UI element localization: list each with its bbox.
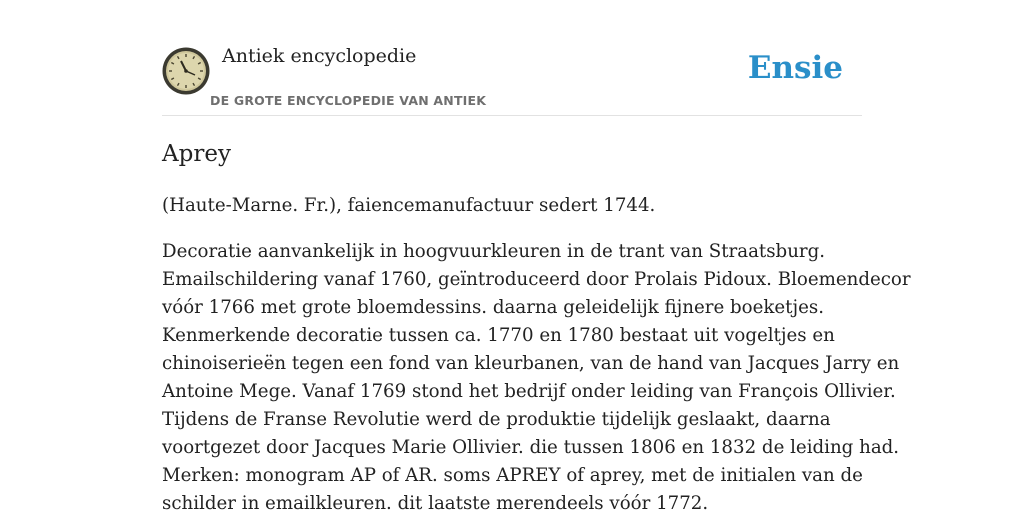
body-line: schilder in emailkleuren. dit laatste merendeels vóór 1772. bbox=[162, 493, 709, 512]
site-header bbox=[162, 0, 862, 116]
ensie-brand-link[interactable]: Ensie bbox=[747, 50, 843, 86]
clock-icon[interactable] bbox=[162, 47, 210, 95]
body-line: Antoine Mege. Vanaf 1769 stond het bedrijf onder leiding van François Ollivier. bbox=[162, 381, 896, 402]
article bbox=[162, 138, 911, 512]
body-line: chinoiserieën tegen een fond van kleurbanen, van de hand van Jacques Jarry en bbox=[162, 353, 900, 374]
body-line: Kenmerkende decoratie tussen ca. 1770 en 1780 bestaat uit vogeltjes en bbox=[162, 325, 835, 346]
article-body bbox=[162, 238, 911, 512]
body-line: Decoratie aanvankelijk in hoogvuurkleuren in de trant van Straatsburg. bbox=[162, 241, 826, 262]
body-line: voortgezet door Jacques Marie Ollivier. die tussen 1806 en 1832 de leiding had. bbox=[162, 437, 900, 458]
body-line: Tijdens de Franse Revolutie werd de produktie tijdelijk geslaakt, daarna bbox=[162, 409, 831, 430]
body-line: Emailschildering vanaf 1760, geïntroduceerd door Prolais Pidoux. Bloemendecor bbox=[162, 269, 911, 290]
site-subtitle: DE GROTE ENCYCLOPEDIE VAN ANTIEK bbox=[210, 93, 487, 108]
site-title[interactable]: Antiek encyclopedie bbox=[222, 45, 417, 67]
article-title: Aprey bbox=[162, 141, 231, 167]
article-lead: (Haute-Marne. Fr.), faiencemanufactuur sedert 1744. bbox=[162, 195, 656, 216]
body-line: Merken: monogram AP of AR. soms APREY of aprey, met de initialen van de bbox=[162, 465, 863, 486]
body-line: vóór 1766 met grote bloemdessins. daarna geleidelijk fijnere boeketjes. bbox=[162, 297, 824, 318]
